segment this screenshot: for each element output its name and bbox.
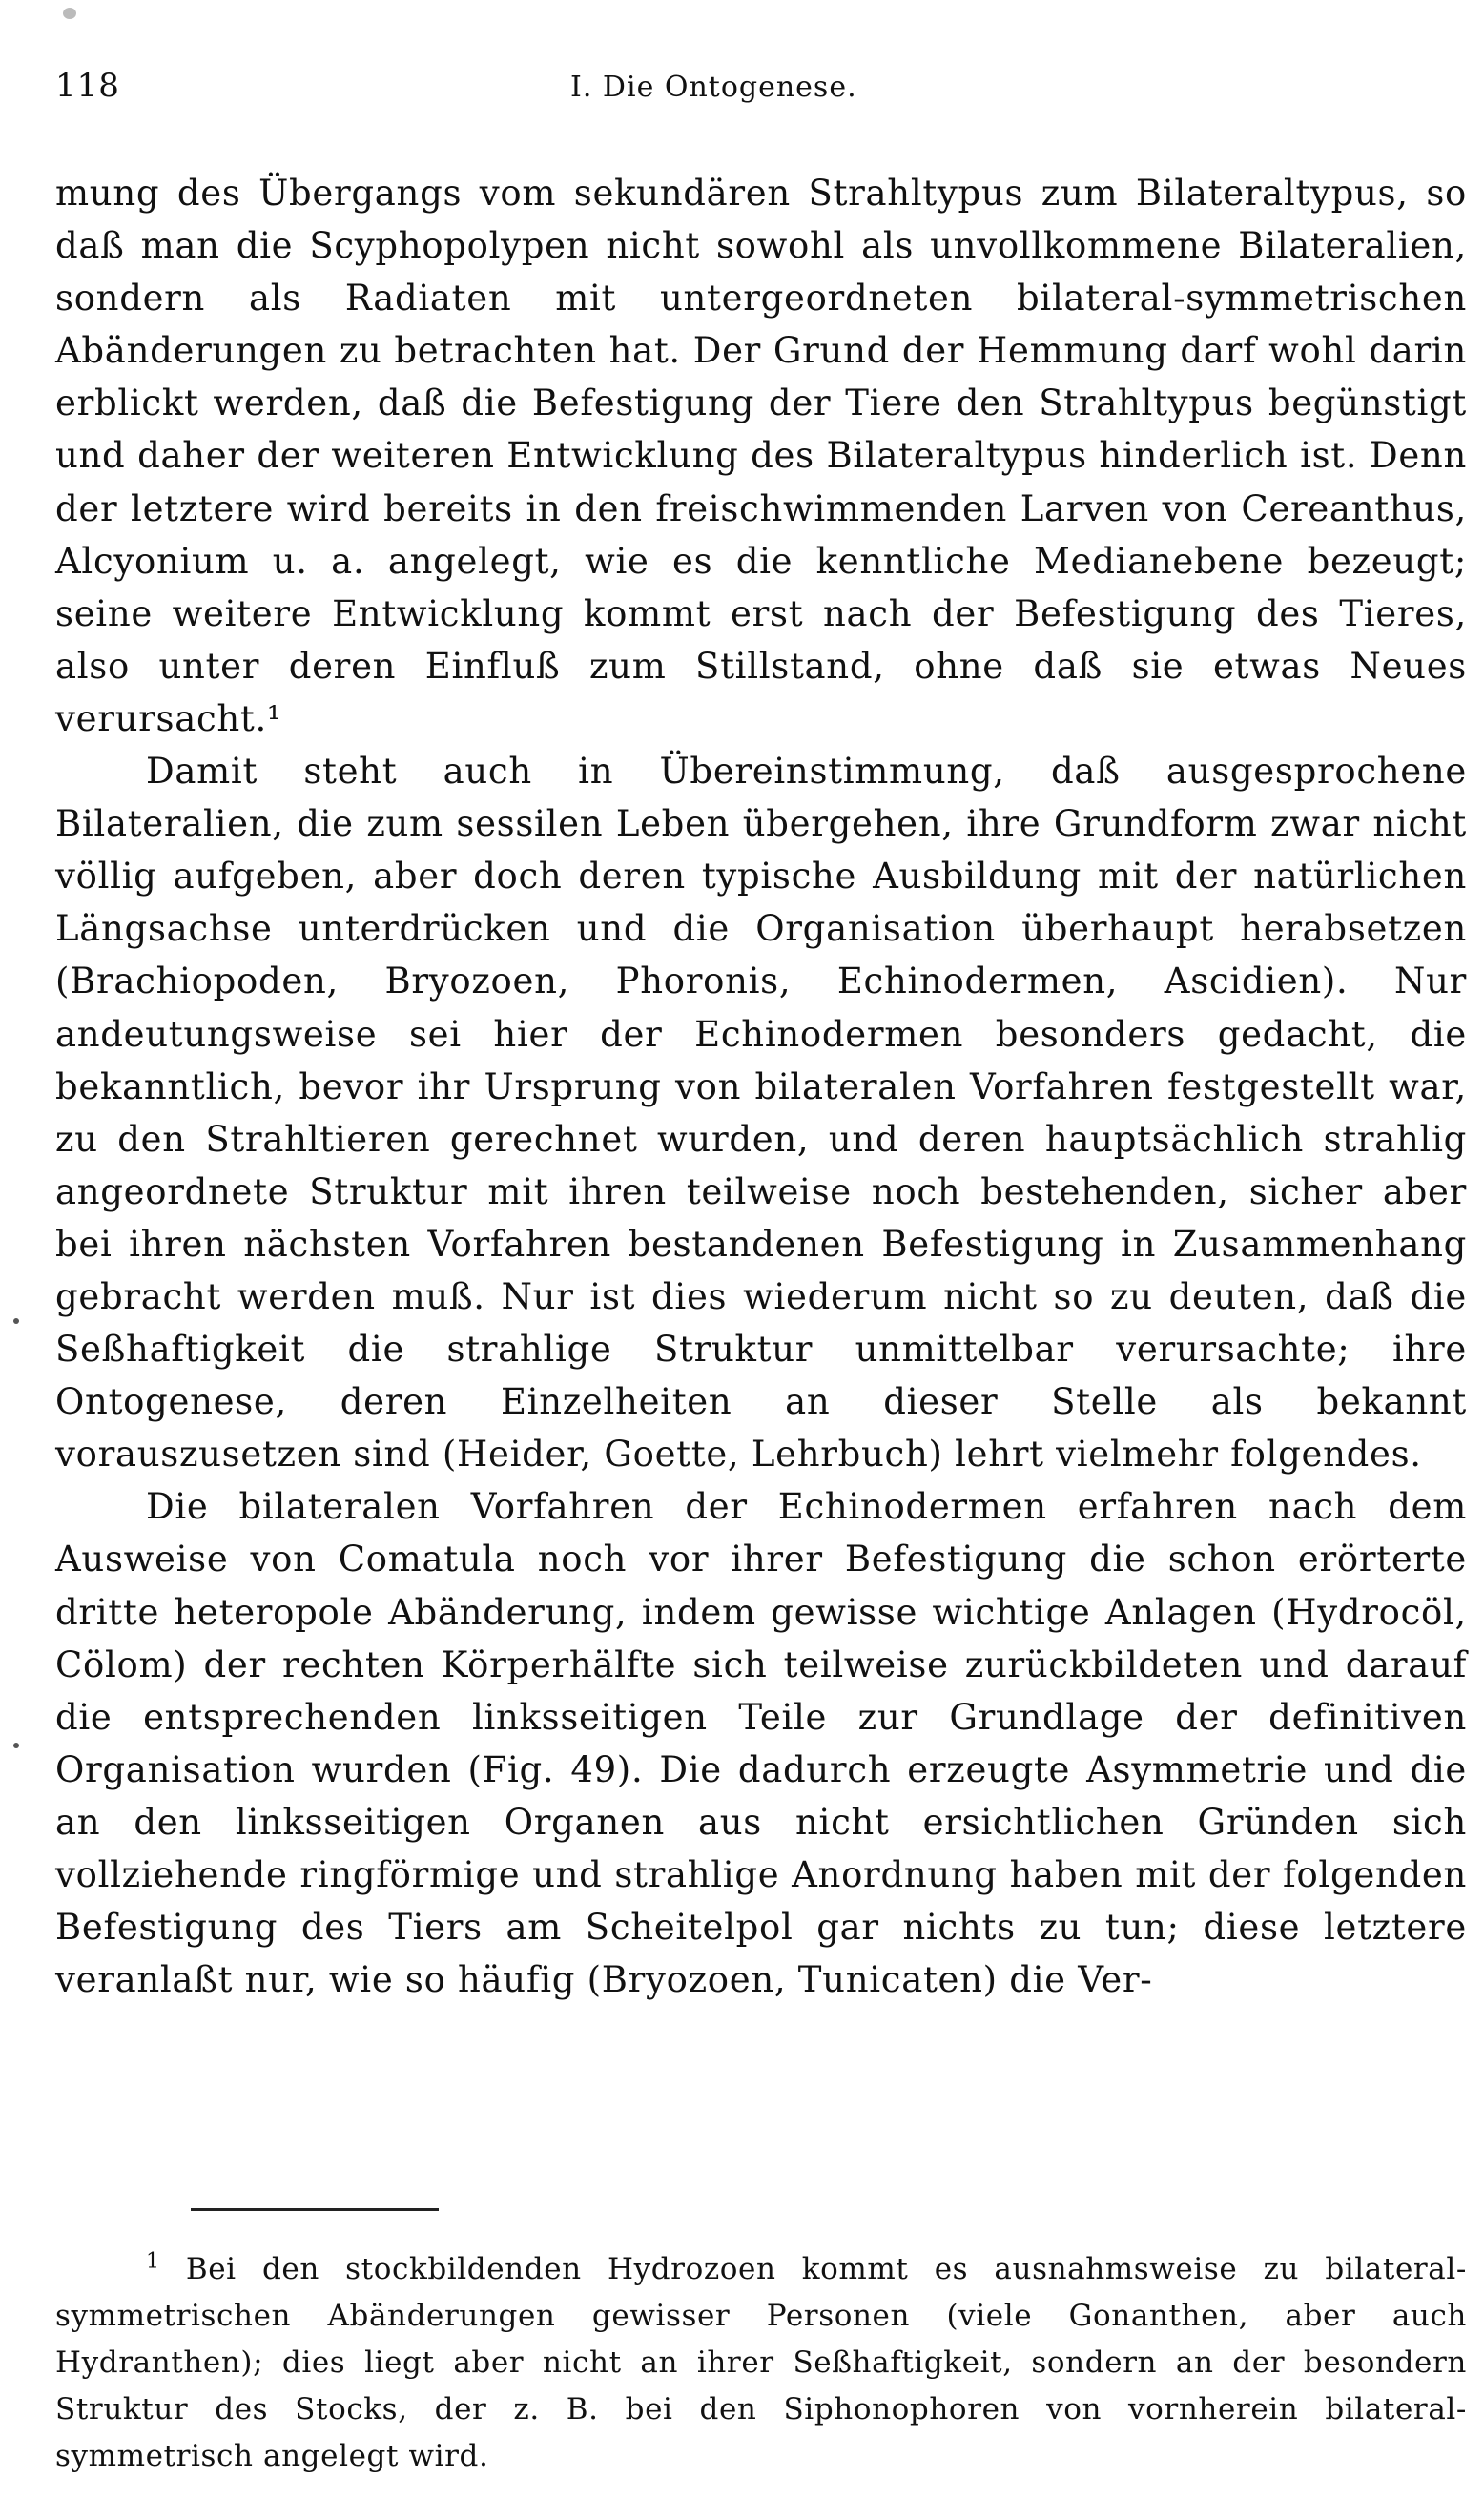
paragraph-2: Damit steht auch in Übereinstimmung, daß ausgesprochene Bilateralien, die zum sessilen Leben übergehen, ihre Grundform zwar nicht völlig aufgeben, aber doch deren typische Ausbildung mit der natürlichen Längsachse unterdrücken und die Organisation überhaupt herabsetzen (Brachiopoden, Bryozoen, Phoronis, Echinodermen, Ascidien). Nur andeutungsweise sei hier der Echinodermen besonders gedacht, die bekanntlich, bevor ihr Ursprung von bilateralen Vorfahren festgestellt war, zu den Strahltieren gerechnet wurden, und deren hauptsächlich strahlig angeordnete Struktur mit ihren teilweise noch bestehenden, sicher aber bei ihren nächsten Vorfahren bestandenen Befestigung in Zusammenhang gebracht werden muß. Nur ist dies wiederum nicht so zu deuten, daß die Seßhaftigkeit die strahlige Struktur unmittelbar verursachte; ihre Ontogenese, deren Einzelheiten an dieser Stelle als bekannt vorauszusetzen sind (Heider, Goette, Lehrbuch) lehrt vielmehr folgendes. [55,751,1467,1476]
footnote-separator [191,2208,439,2211]
footnote-text: Bei den stockbildenden Hydrozoen kommt es ausnahmsweise zu bilateral-symmetrischen Abänderungen gewisser Personen (viele Gonanthen, aber auch Hydranthen); dies liegt aber nicht an ihrer Seßhaftigkeit, sondern an der besondern Struktur des Stocks, der z. B. bei den Siphonophoren von vornherein bilateral-symmetrisch angelegt wird. [55,2252,1467,2473]
footnote [55,2246,1467,2480]
margin-mark [13,1318,19,1324]
running-title: I. Die Ontogenese. [570,71,857,104]
page-number: 118 [55,67,120,105]
footnote-marker: 1 [146,2249,160,2274]
page-smudge [63,8,76,19]
body-text [55,167,1467,2006]
margin-mark [13,1743,19,1748]
paragraph-1: mung des Übergangs vom sekundären Strahltypus zum Bilateraltypus, so daß man die Scyphopolypen nicht sowohl als unvollkommene Bilateralien, sondern als Radiaten mit untergeordneten bilateral-symmetrischen Abänderungen zu betrachten hat. Der Grund der Hemmung darf wohl darin erblickt werden, daß die Befestigung der Tiere den Strahltypus begünstigt und daher der weiteren Entwicklung des Bilateraltypus hinderlich ist. Denn der letztere wird bereits in den freischwimmenden Larven von Cereanthus, Alcyonium u. a. angelegt, wie es die kenntliche Medianebene bezeugt; seine weitere Entwicklung kommt erst nach der Befestigung des Tieres, also unter deren Einfluß zum Stillstand, ohne daß sie etwas Neues verursacht.¹ [55,173,1467,739]
page-header [55,67,1467,124]
paragraph-3: Die bilateralen Vorfahren der Echinodermen erfahren nach dem Ausweise von Comatula noch vor ihrer Befestigung die schon erörterte dritte heteropole Abänderung, indem gewisse wichtige Anlagen (Hydrocöl, Cölom) der rechten Körperhälfte sich teilweise zurückbildeten und darauf die entsprechenden linksseitigen Teile zur Grundlage der definitiven Organisation wurden (Fig. 49). Die dadurch erzeugte Asymmetrie und die an den linksseitigen Organen aus nicht ersichtlichen Gründen sich vollziehende ringförmige und strahlige Anordnung haben mit der folgenden Befestigung des Tiers am Scheitelpol gar nichts zu tun; diese letztere veranlaßt nur, wie so häufig (Bryozoen, Tunicaten) die Ver- [55,1486,1467,2001]
